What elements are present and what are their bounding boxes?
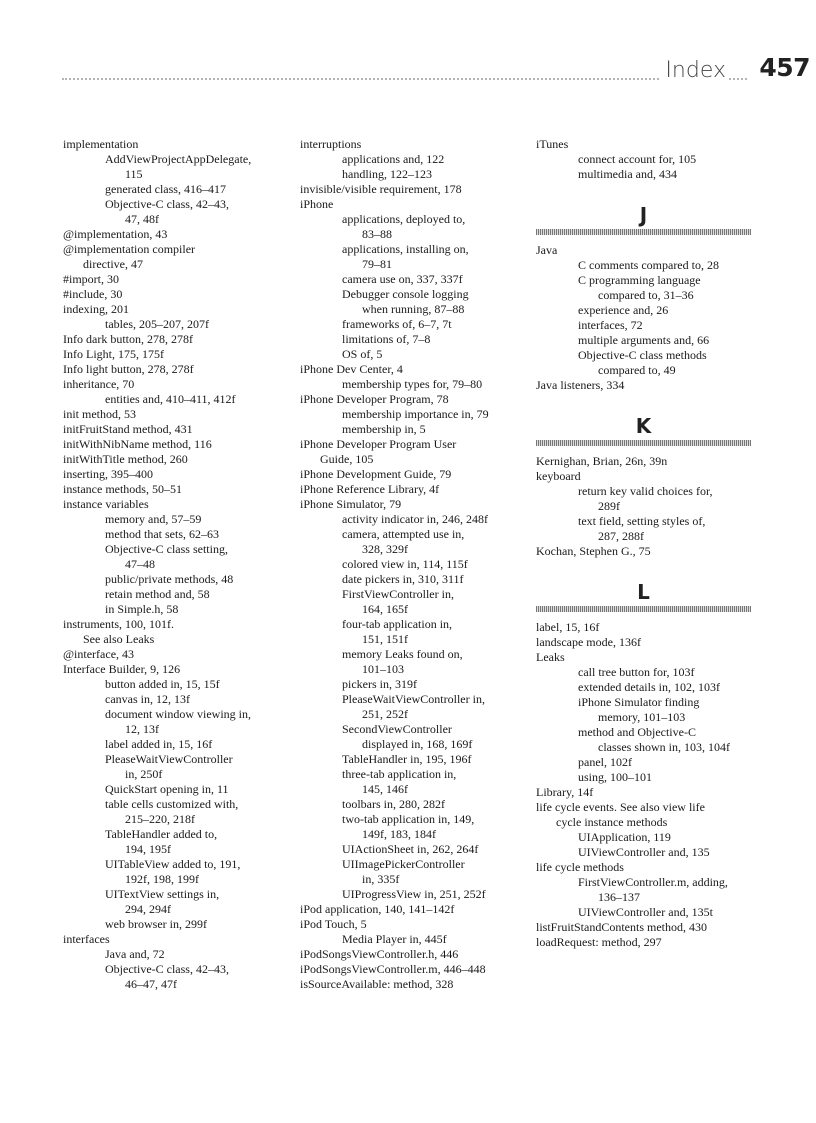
section-rule xyxy=(536,440,751,446)
section-header-l xyxy=(536,581,776,612)
index-entry: membership in, 5 xyxy=(342,422,426,436)
index-entry: compared to, 31–36 xyxy=(598,288,694,302)
index-entry: generated class, 416–417 xyxy=(105,182,226,196)
index-entry: table cells customized with, xyxy=(105,797,239,811)
index-entry: UITableView added to, 191, xyxy=(105,857,241,871)
index-entry: iPhone Development Guide, 79 xyxy=(300,467,452,481)
index-entry: Library, 14f xyxy=(536,785,594,799)
index-entry: interruptions xyxy=(300,137,362,151)
index-entry: landscape mode, 136f xyxy=(536,635,641,649)
index-entry: text field, setting styles of, xyxy=(578,514,706,528)
section-letter: K xyxy=(635,414,652,438)
index-group-k xyxy=(536,454,776,559)
index-entry: toolbars in, 280, 282f xyxy=(342,797,445,811)
index-entry: iPod Touch, 5 xyxy=(300,917,367,931)
index-entry: canvas in, 12, 13f xyxy=(105,692,190,706)
index-entry: Media Player in, 445f xyxy=(342,932,447,946)
index-entry: Java xyxy=(536,243,558,257)
section-rule xyxy=(536,229,751,235)
index-entry: TableHandler added to, xyxy=(105,827,218,841)
index-group-j xyxy=(536,243,776,393)
index-entry: frameworks of, 6–7, 7t xyxy=(342,317,452,331)
index-entry: Objective-C class, 42–43, xyxy=(105,962,229,976)
index-entry: in Simple.h, 58 xyxy=(105,602,179,616)
index-entry: connect account for, 105 xyxy=(578,152,697,166)
index-entry: handling, 122–123 xyxy=(342,167,432,181)
index-entry: memory, 101–103 xyxy=(598,710,686,724)
index-entry: camera, attempted use in, xyxy=(342,527,465,541)
index-entry: Java listeners, 334 xyxy=(536,378,625,392)
index-entry: initWithNibName method, 116 xyxy=(63,437,212,451)
index-entry: life cycle methods xyxy=(536,860,624,874)
index-entry: UIActionSheet in, 262, 264f xyxy=(342,842,479,856)
section-header-j xyxy=(536,204,776,235)
index-entry: loadRequest: method, 297 xyxy=(536,935,662,949)
index-entry: label added in, 15, 16f xyxy=(105,737,213,751)
index-entry: QuickStart opening in, 11 xyxy=(105,782,229,796)
index-entry: iPhone Dev Center, 4 xyxy=(300,362,403,376)
index-entry: in, 335f xyxy=(362,872,400,886)
index-entry: UIViewController and, 135 xyxy=(578,845,710,859)
index-entry: instance variables xyxy=(63,497,149,511)
index-entry: 136–137 xyxy=(598,890,640,904)
index-entry: iTunes xyxy=(536,137,569,151)
index-entry: @implementation, 43 xyxy=(63,227,168,241)
section-letter: L xyxy=(637,580,650,604)
index-entry: FirstViewController.m, adding, xyxy=(578,875,728,889)
index-entry: UIProgressView in, 251, 252f xyxy=(342,887,486,901)
index-entry: activity indicator in, 246, 248f xyxy=(342,512,488,526)
index-entry: 151, 151f xyxy=(362,632,408,646)
index-entry: iPod application, 140, 141–142f xyxy=(300,902,455,916)
index-entry: 149f, 183, 184f xyxy=(362,827,436,841)
index-entry: 115 xyxy=(125,167,143,181)
index-entry: FirstViewController in, xyxy=(342,587,454,601)
index-entry: See also Leaks xyxy=(83,632,155,646)
index-entry: memory and, 57–59 xyxy=(105,512,202,526)
index-entry: retain method and, 58 xyxy=(105,587,210,601)
index-entry: instance methods, 50–51 xyxy=(63,482,182,496)
index-entry: initFruitStand method, 431 xyxy=(63,422,193,436)
index-entry: document window viewing in, xyxy=(105,707,251,721)
index-entry: applications, installing on, xyxy=(342,242,469,256)
index-entry: return key valid choices for, xyxy=(578,484,713,498)
index-entry: 289f xyxy=(598,499,620,513)
index-entry: interfaces xyxy=(63,932,110,946)
index-entry: UIImagePickerController xyxy=(342,857,465,871)
index-entry: extended details in, 102, 103f xyxy=(578,680,720,694)
index-entry: interfaces, 72 xyxy=(578,318,643,332)
index-entry: UIViewController and, 135t xyxy=(578,905,713,919)
index-entry: listFruitStandContents method, 430 xyxy=(536,920,708,934)
index-entry: camera use on, 337, 337f xyxy=(342,272,463,286)
index-entry: iPhone Developer Program, 78 xyxy=(300,392,449,406)
section-letter: J xyxy=(639,203,648,227)
index-entry: 164, 165f xyxy=(362,602,408,616)
index-group-i xyxy=(536,137,776,182)
index-entry: cycle instance methods xyxy=(556,815,668,829)
index-entry: TableHandler in, 195, 196f xyxy=(342,752,472,766)
index-entry: entities and, 410–411, 412f xyxy=(105,392,236,406)
index-entry: inheritance, 70 xyxy=(63,377,135,391)
index-entry: 83–88 xyxy=(362,227,392,241)
index-entry: 101–103 xyxy=(362,662,404,676)
running-head: Index xyxy=(659,58,728,84)
index-entry: implementation xyxy=(63,137,139,151)
index-entry: tables, 205–207, 207f xyxy=(105,317,209,331)
index-entry: iPhone Reference Library, 4f xyxy=(300,482,440,496)
index-entry: SecondViewController xyxy=(342,722,452,736)
index-column-1 xyxy=(63,137,283,992)
index-entry: Objective-C class, 42–43, xyxy=(105,197,229,211)
index-entry: C programming language xyxy=(578,273,701,287)
index-entry: Info dark button, 278, 278f xyxy=(63,332,193,346)
index-entry: 47, 48f xyxy=(125,212,159,226)
index-entry: when running, 87–88 xyxy=(362,302,465,316)
index-entry: call tree button for, 103f xyxy=(578,665,695,679)
index-entry: button added in, 15, 15f xyxy=(105,677,220,691)
index-entry: PleaseWaitViewController xyxy=(105,752,233,766)
index-entry: Java and, 72 xyxy=(105,947,165,961)
index-entry: iPhone Developer Program User xyxy=(300,437,457,451)
index-entry: init method, 53 xyxy=(63,407,136,421)
index-column-3 xyxy=(536,137,776,950)
index-entry: initWithTitle method, 260 xyxy=(63,452,188,466)
index-entry: using, 100–101 xyxy=(578,770,653,784)
index-entry: keyboard xyxy=(536,469,581,483)
index-entry: 251, 252f xyxy=(362,707,408,721)
index-entry: in, 250f xyxy=(125,767,163,781)
index-entry: Kernighan, Brian, 26n, 39n xyxy=(536,454,668,468)
index-entry: inserting, 395–400 xyxy=(63,467,153,481)
index-column-2 xyxy=(300,137,525,992)
index-entry: Info light button, 278, 278f xyxy=(63,362,194,376)
index-entry: 46–47, 47f xyxy=(125,977,177,991)
index-entry: iPhone xyxy=(300,197,334,211)
index-entry: 294, 294f xyxy=(125,902,171,916)
index-entry: Leaks xyxy=(536,650,565,664)
index-entry: AddViewProjectAppDelegate, xyxy=(105,152,252,166)
index-entry: C comments compared to, 28 xyxy=(578,258,719,272)
index-entry: three-tab application in, xyxy=(342,767,457,781)
index-entry: method that sets, 62–63 xyxy=(105,527,219,541)
index-entry: displayed in, 168, 169f xyxy=(362,737,473,751)
index-entry: instruments, 100, 101f. xyxy=(63,617,174,631)
section-header-k xyxy=(536,415,776,446)
index-entry: membership types for, 79–80 xyxy=(342,377,483,391)
page-number: 457 xyxy=(749,53,810,83)
index-entry: compared to, 49 xyxy=(598,363,676,377)
index-entry: 47–48 xyxy=(125,557,155,571)
index-entry: applications, deployed to, xyxy=(342,212,466,226)
index-entry: Info Light, 175, 175f xyxy=(63,347,164,361)
index-entry: memory Leaks found on, xyxy=(342,647,463,661)
index-entry: 12, 13f xyxy=(125,722,159,736)
index-entry: Interface Builder, 9, 126 xyxy=(63,662,181,676)
index-entry: colored view in, 114, 115f xyxy=(342,557,468,571)
index-entry: classes shown in, 103, 104f xyxy=(598,740,730,754)
index-entry: iPhone Simulator, 79 xyxy=(300,497,402,511)
index-entry: iPhone Simulator finding xyxy=(578,695,700,709)
index-entry: two-tab application in, 149, xyxy=(342,812,475,826)
index-entry: indexing, 201 xyxy=(63,302,129,316)
index-entry: four-tab application in, xyxy=(342,617,453,631)
index-entry: @interface, 43 xyxy=(63,647,135,661)
index-entry: Guide, 105 xyxy=(320,452,374,466)
index-entry: 215–220, 218f xyxy=(125,812,195,826)
index-entry: membership importance in, 79 xyxy=(342,407,489,421)
index-entry: #include, 30 xyxy=(63,287,123,301)
index-entry: directive, 47 xyxy=(83,257,143,271)
index-entry: limitations of, 7–8 xyxy=(342,332,431,346)
index-entry: #import, 30 xyxy=(63,272,119,286)
index-entry: Debugger console logging xyxy=(342,287,469,301)
index-entry: Objective-C class methods xyxy=(578,348,707,362)
index-entry: multimedia and, 434 xyxy=(578,167,677,181)
index-entry: method and Objective-C xyxy=(578,725,696,739)
index-entry: experience and, 26 xyxy=(578,303,669,317)
index-entry: date pickers in, 310, 311f xyxy=(342,572,464,586)
index-entry: 287, 288f xyxy=(598,529,644,543)
index-entry: 328, 329f xyxy=(362,542,408,556)
index-entry: web browser in, 299f xyxy=(105,917,207,931)
index-entry: iPodSongsViewController.h, 446 xyxy=(300,947,459,961)
index-entry: @implementation compiler xyxy=(63,242,196,256)
index-entry: pickers in, 319f xyxy=(342,677,417,691)
page-header xyxy=(62,52,810,86)
index-entry: PleaseWaitViewController in, xyxy=(342,692,485,706)
index-entry: 79–81 xyxy=(362,257,392,271)
index-group-l xyxy=(536,620,776,950)
index-entry: panel, 102f xyxy=(578,755,632,769)
index-entry: UITextView settings in, xyxy=(105,887,220,901)
index-entry: Objective-C class setting, xyxy=(105,542,228,556)
index-entry: public/private methods, 48 xyxy=(105,572,234,586)
index-entry: iPodSongsViewController.m, 446–448 xyxy=(300,962,486,976)
index-entry: life cycle events. See also view life xyxy=(536,800,705,814)
index-entry: UIApplication, 119 xyxy=(578,830,671,844)
index-entry: multiple arguments and, 66 xyxy=(578,333,710,347)
section-rule xyxy=(536,606,751,612)
index-entry: invisible/visible requirement, 178 xyxy=(300,182,462,196)
index-entry: Kochan, Stephen G., 75 xyxy=(536,544,651,558)
index-entry: isSourceAvailable: method, 328 xyxy=(300,977,454,991)
index-entry: 192f, 198, 199f xyxy=(125,872,199,886)
index-entry: OS of, 5 xyxy=(342,347,383,361)
index-entry: label, 15, 16f xyxy=(536,620,600,634)
index-entry: applications and, 122 xyxy=(342,152,445,166)
index-entry: 194, 195f xyxy=(125,842,171,856)
index-entry: 145, 146f xyxy=(362,782,408,796)
